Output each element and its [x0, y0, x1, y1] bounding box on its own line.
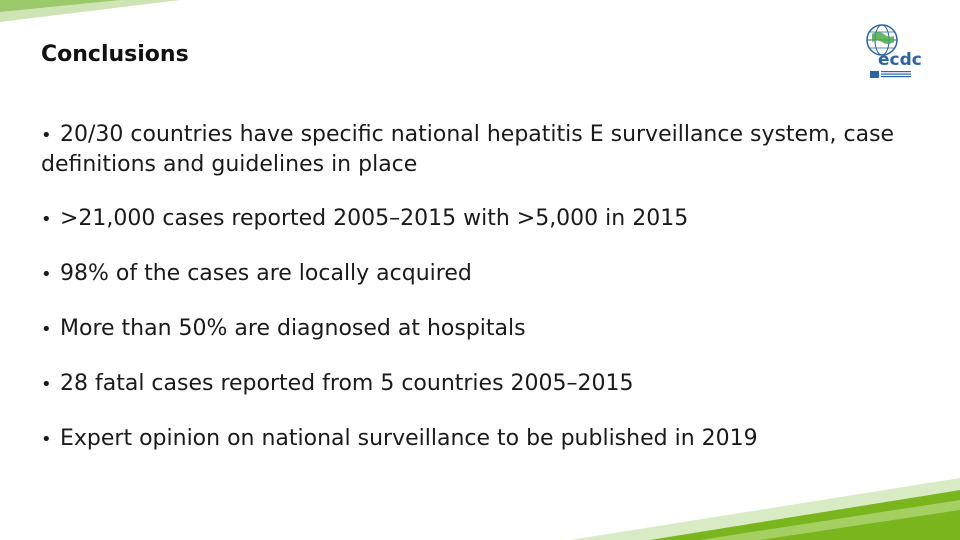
conclusion-list [41, 120, 931, 479]
bullet-marker: • [41, 319, 52, 340]
bullet-text: 20/30 countries have specific national hepatitis E surveillance system, case definitions and guidelines in place [41, 122, 895, 177]
eu-flag-icon [870, 71, 879, 78]
bullet-text: More than 50% are diagnosed at hospitals [60, 316, 526, 341]
bullet-text: 28 fatal cases reported from 5 countries 2005–2015 [60, 371, 634, 396]
bullet-marker: • [41, 429, 52, 450]
bullet-item [41, 204, 931, 234]
bullet-marker: • [41, 264, 52, 285]
bullet-item [41, 369, 931, 399]
ecdc-logo [852, 22, 932, 86]
logo-wordmark: ecdc [878, 50, 922, 70]
bullet-item [41, 424, 931, 454]
bullet-item [41, 314, 931, 344]
bullet-text: 98% of the cases are locally acquired [60, 261, 472, 286]
bullet-item [41, 120, 931, 179]
top-accent-stripes [0, 0, 200, 30]
bullet-text: Expert opinion on national surveillance to be published in 2019 [60, 426, 758, 451]
bullet-marker: • [41, 209, 52, 230]
bullet-text: >21,000 cases reported 2005–2015 with >5,000 in 2015 [60, 206, 689, 231]
bullet-marker: • [41, 374, 52, 395]
bullet-marker: • [41, 125, 52, 146]
bullet-item [41, 259, 931, 289]
slide-title: Conclusions [41, 42, 189, 67]
